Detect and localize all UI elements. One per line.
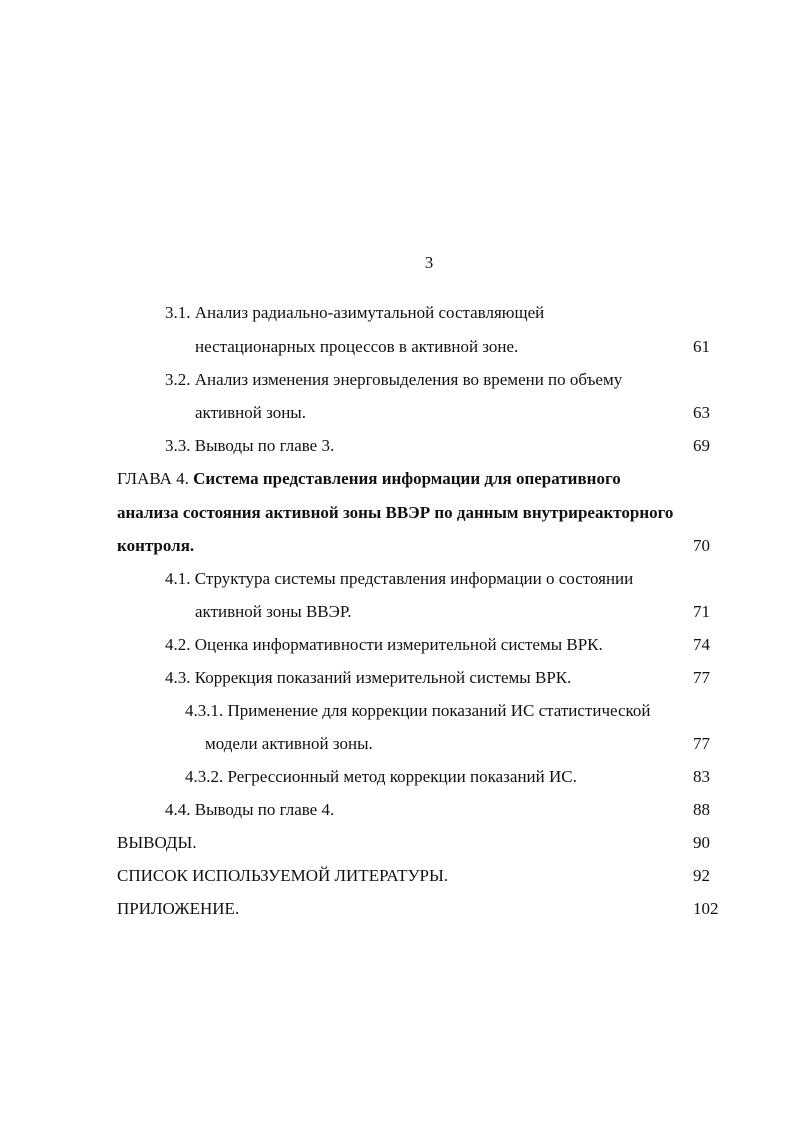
toc-entry-title: 4.3.1. Применение для коррекции показаний ИС статистической [185, 701, 651, 720]
toc-entry-title: 3.2. Анализ изменения энерговыделения во времени по объему [165, 370, 623, 389]
toc-page-number: 74 [693, 635, 710, 654]
toc-page-number: 90 [693, 833, 710, 852]
toc-page-number: 63 [693, 403, 710, 422]
toc-entry-title-cont: нестационарных процессов в активной зоне. [195, 337, 519, 356]
toc-page-number: 61 [693, 337, 710, 356]
chapter-title: Система представления информации для оперативного [193, 469, 621, 488]
toc-entry-title-cont: активной зоны ВВЭР. [195, 602, 352, 621]
toc-page-number: 88 [693, 800, 710, 819]
toc-page-number: 83 [693, 767, 710, 786]
toc-page-number: 102 [693, 899, 719, 918]
page-number: 3 [424, 253, 434, 272]
toc-entry-title: 3.3. Выводы по главе 3. [165, 436, 335, 455]
toc-chapter-line [117, 468, 621, 490]
chapter-title-cont: анализа состояния активной зоны ВВЭР по данным внутриреакторного [117, 503, 674, 522]
toc-entry-title: 4.1. Структура системы представления информации о состоянии [165, 569, 634, 588]
toc-entry-title: 4.3. Коррекция показаний измерительной системы ВРК. [165, 668, 572, 687]
toc-entry-title: СПИСОК ИСПОЛЬЗУЕМОЙ ЛИТЕРАТУРЫ. [117, 866, 449, 885]
toc-entry-title: 4.3.2. Регрессионный метод коррекции показаний ИС. [185, 767, 577, 786]
toc-page-number: 77 [693, 668, 710, 687]
toc-entry-title-cont: модели активной зоны. [205, 734, 373, 753]
chapter-prefix: ГЛАВА 4. [117, 469, 194, 488]
toc-entry-title: 4.4. Выводы по главе 4. [165, 800, 335, 819]
toc-page-number: 77 [693, 734, 710, 753]
toc-entry-title: 3.1. Анализ радиально-азимутальной составляющей [165, 303, 545, 322]
toc-page-number: 71 [693, 602, 710, 621]
toc-entry-title: 4.2. Оценка информативности измерительной системы ВРК. [165, 635, 603, 654]
toc-page-number: 69 [693, 436, 710, 455]
toc-page-number: 70 [693, 536, 710, 555]
toc-entry-title: ПРИЛОЖЕНИЕ. [117, 899, 240, 918]
toc-page-number: 92 [693, 866, 710, 885]
toc-entry-title: ВЫВОДЫ. [117, 833, 197, 852]
chapter-title-cont: контроля. [117, 536, 195, 555]
toc-entry-title-cont: активной зоны. [195, 403, 306, 422]
